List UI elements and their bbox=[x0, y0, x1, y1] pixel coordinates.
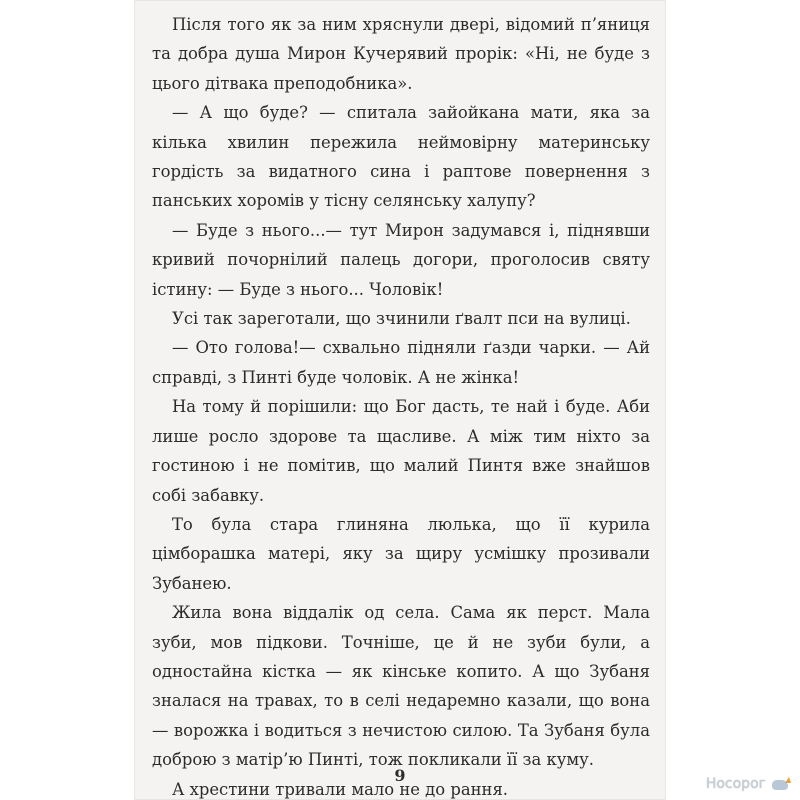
paragraph: То була стара глиняна люлька, що її курила цімборашка матері, яку за щиру усмішку прозивали Зубанею. bbox=[152, 514, 650, 593]
paragraph: Після того як за ним хряснули двері, відомий п’яниця та добра душа Мирон Кучерявий прорік: «Ні, не буде з цього дітвака преподобника». bbox=[152, 15, 650, 93]
rhino-icon bbox=[770, 776, 792, 792]
page-number: 9 bbox=[394, 766, 406, 785]
paragraph: — Буде з нього...— тут Мирон задумався і, піднявши кривий почорнілий палець догори, проголосив святу істину: — Буде з нього... Чоловік! bbox=[152, 220, 650, 299]
page-text bbox=[152, 10, 650, 800]
paragraph: Усі так зареготали, що зчинили ґвалт пси на вулиці. bbox=[172, 309, 631, 329]
paragraph: — А що буде? — спитала зайойкана мати, яка за кілька хвилин пережила неймовірну материнську гордість за видатного сина і раптове повернення з панських хоромів у тісну селянську халупу? bbox=[152, 103, 650, 211]
watermark-text: Носорог bbox=[705, 776, 766, 792]
paragraph: А хрестини тривали мало не до рання. bbox=[172, 779, 509, 799]
paragraph: — Ото голова!— схвально підняли ґазди чарки. — Ай справді, з Пинті буде чоловік. А не жінка! bbox=[152, 338, 650, 387]
paragraph: Жила вона віддалік од села. Сама як перст. Мала зуби, мов підкови. Точніше, це й не зуби були, а одностайна кістка — як кінське копито. А що Зубаня зналася на травах, то в селі недаремно казали, що вона — ворожка і водиться з нечистою силою. Та Зубаня була доброю з матір’ю Пинті, тож покликали її за куму. bbox=[152, 603, 650, 770]
paragraph: На тому й порішили: що Бог дасть, те най і буде. Аби лише росло здорове та щасливе. А між тим ніхто за гостиною і не помітив, що малий Пинтя вже знайшов собі забавку. bbox=[152, 397, 650, 505]
watermark-logo bbox=[706, 776, 792, 792]
